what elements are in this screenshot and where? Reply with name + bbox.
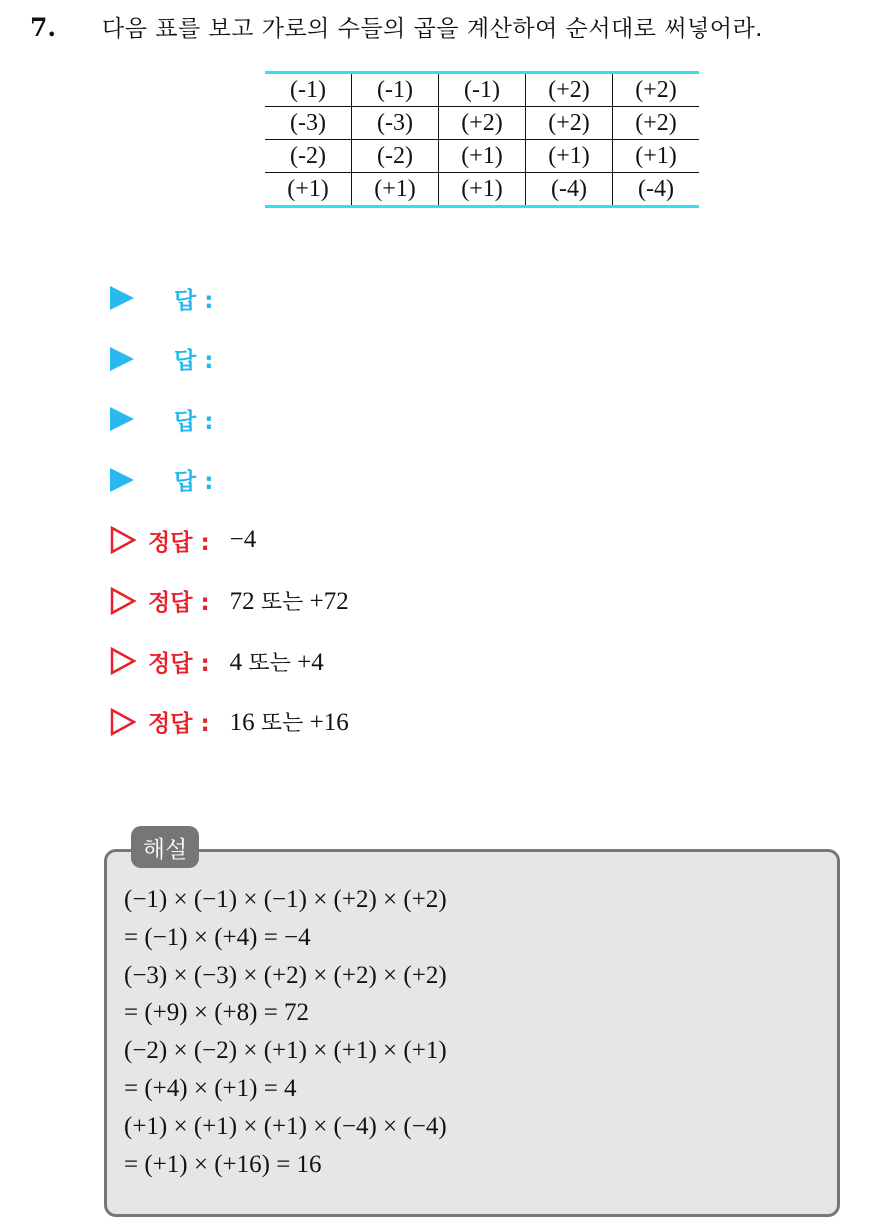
- table-cell: (+2): [439, 107, 526, 140]
- triangle-outline-icon: [110, 647, 136, 675]
- answer-label: 답 :: [174, 469, 214, 496]
- play-triangle-icon: [110, 407, 134, 431]
- table-cell: (-2): [352, 140, 439, 173]
- triangle-outline-icon: [110, 526, 136, 554]
- solution-number: −4: [229, 526, 257, 554]
- solution-or: 또는: [248, 650, 291, 676]
- table-cell: (+2): [613, 107, 700, 140]
- table-cell: (+2): [526, 73, 613, 107]
- solution-number: 72: [229, 588, 255, 616]
- play-triangle-icon: [110, 468, 134, 492]
- table-cell: (-3): [352, 107, 439, 140]
- table-cell: (-4): [613, 173, 700, 207]
- explanation-body: [124, 881, 447, 1183]
- table-cell: (+1): [439, 140, 526, 173]
- solution-or: 또는: [260, 590, 304, 616]
- solution-label: 정답 :: [148, 590, 210, 617]
- play-triangle-icon: [110, 347, 134, 371]
- answer-row[interactable]: [110, 268, 349, 329]
- solution-value: [230, 646, 324, 677]
- table-cell: (+2): [613, 73, 700, 107]
- solution-or: 또는: [260, 711, 304, 737]
- solution-value: [230, 526, 257, 554]
- solution-label: 정답 :: [148, 650, 210, 677]
- play-triangle-icon: [110, 286, 134, 310]
- table-cell: (-2): [265, 140, 352, 173]
- explanation-line: (−1) × (−1) × (−1) × (+2) × (+2): [124, 886, 447, 913]
- explanation-title: 해설: [131, 826, 199, 868]
- number-table: [265, 71, 699, 208]
- table-row: [265, 140, 699, 173]
- solution-number: 16: [229, 709, 255, 737]
- solution-alt: +4: [297, 648, 324, 676]
- question-header: [30, 10, 763, 43]
- answer-label: 답 :: [174, 287, 214, 314]
- solution-label: 정답 :: [148, 529, 210, 556]
- explanation-line: (+1) × (+1) × (+1) × (−4) × (−4): [124, 1112, 447, 1140]
- answer-row[interactable]: [110, 450, 349, 511]
- answer-label: 답 :: [174, 348, 214, 375]
- solution-row: [110, 631, 349, 692]
- answer-row[interactable]: [110, 329, 349, 390]
- solution-value: [230, 706, 349, 737]
- solution-alt: +16: [309, 709, 349, 737]
- answer-label: 답 :: [174, 408, 214, 435]
- triangle-outline-icon: [110, 708, 136, 736]
- explanation-line: = (−1) × (+4) = −4: [124, 923, 311, 951]
- explanation-line: (−3) × (−3) × (+2) × (+2) × (+2): [124, 961, 447, 989]
- table-cell: (+1): [265, 173, 352, 207]
- table-row: [265, 173, 699, 207]
- solution-label: 정답 :: [148, 711, 210, 738]
- solution-row: [110, 692, 349, 753]
- table-cell: (+1): [613, 140, 700, 173]
- answer-section: [110, 268, 349, 752]
- table-cell: (+2): [526, 107, 613, 140]
- answer-row[interactable]: [110, 389, 349, 450]
- table-row: [265, 73, 699, 107]
- solution-value: [230, 585, 349, 616]
- table-cell: (-1): [265, 73, 352, 107]
- table-cell: (-1): [439, 73, 526, 107]
- table-row: [265, 107, 699, 140]
- explanation-line: = (+4) × (+1) = 4: [124, 1074, 297, 1102]
- table-cell: (+1): [439, 173, 526, 207]
- explanation-line: (−2) × (−2) × (+1) × (+1) × (+1): [124, 1037, 447, 1065]
- explanation-line: = (+1) × (+16) = 16: [124, 1150, 322, 1178]
- solution-number: 4: [229, 648, 243, 676]
- solution-alt: +72: [309, 588, 349, 616]
- explanation-line: = (+9) × (+8) = 72: [124, 999, 310, 1027]
- table-cell: (+1): [352, 173, 439, 207]
- triangle-outline-icon: [110, 587, 136, 615]
- solution-row: [110, 510, 349, 571]
- table-cell: (+1): [526, 140, 613, 173]
- table-cell: (-1): [352, 73, 439, 107]
- table-cell: (-3): [265, 107, 352, 140]
- question-number: 7.: [30, 13, 57, 42]
- table-cell: (-4): [526, 173, 613, 207]
- question-text: 다음 표를 보고 가로의 수들의 곱을 계산하여 순서대로 써넣어라.: [102, 16, 763, 42]
- solution-row: [110, 571, 349, 632]
